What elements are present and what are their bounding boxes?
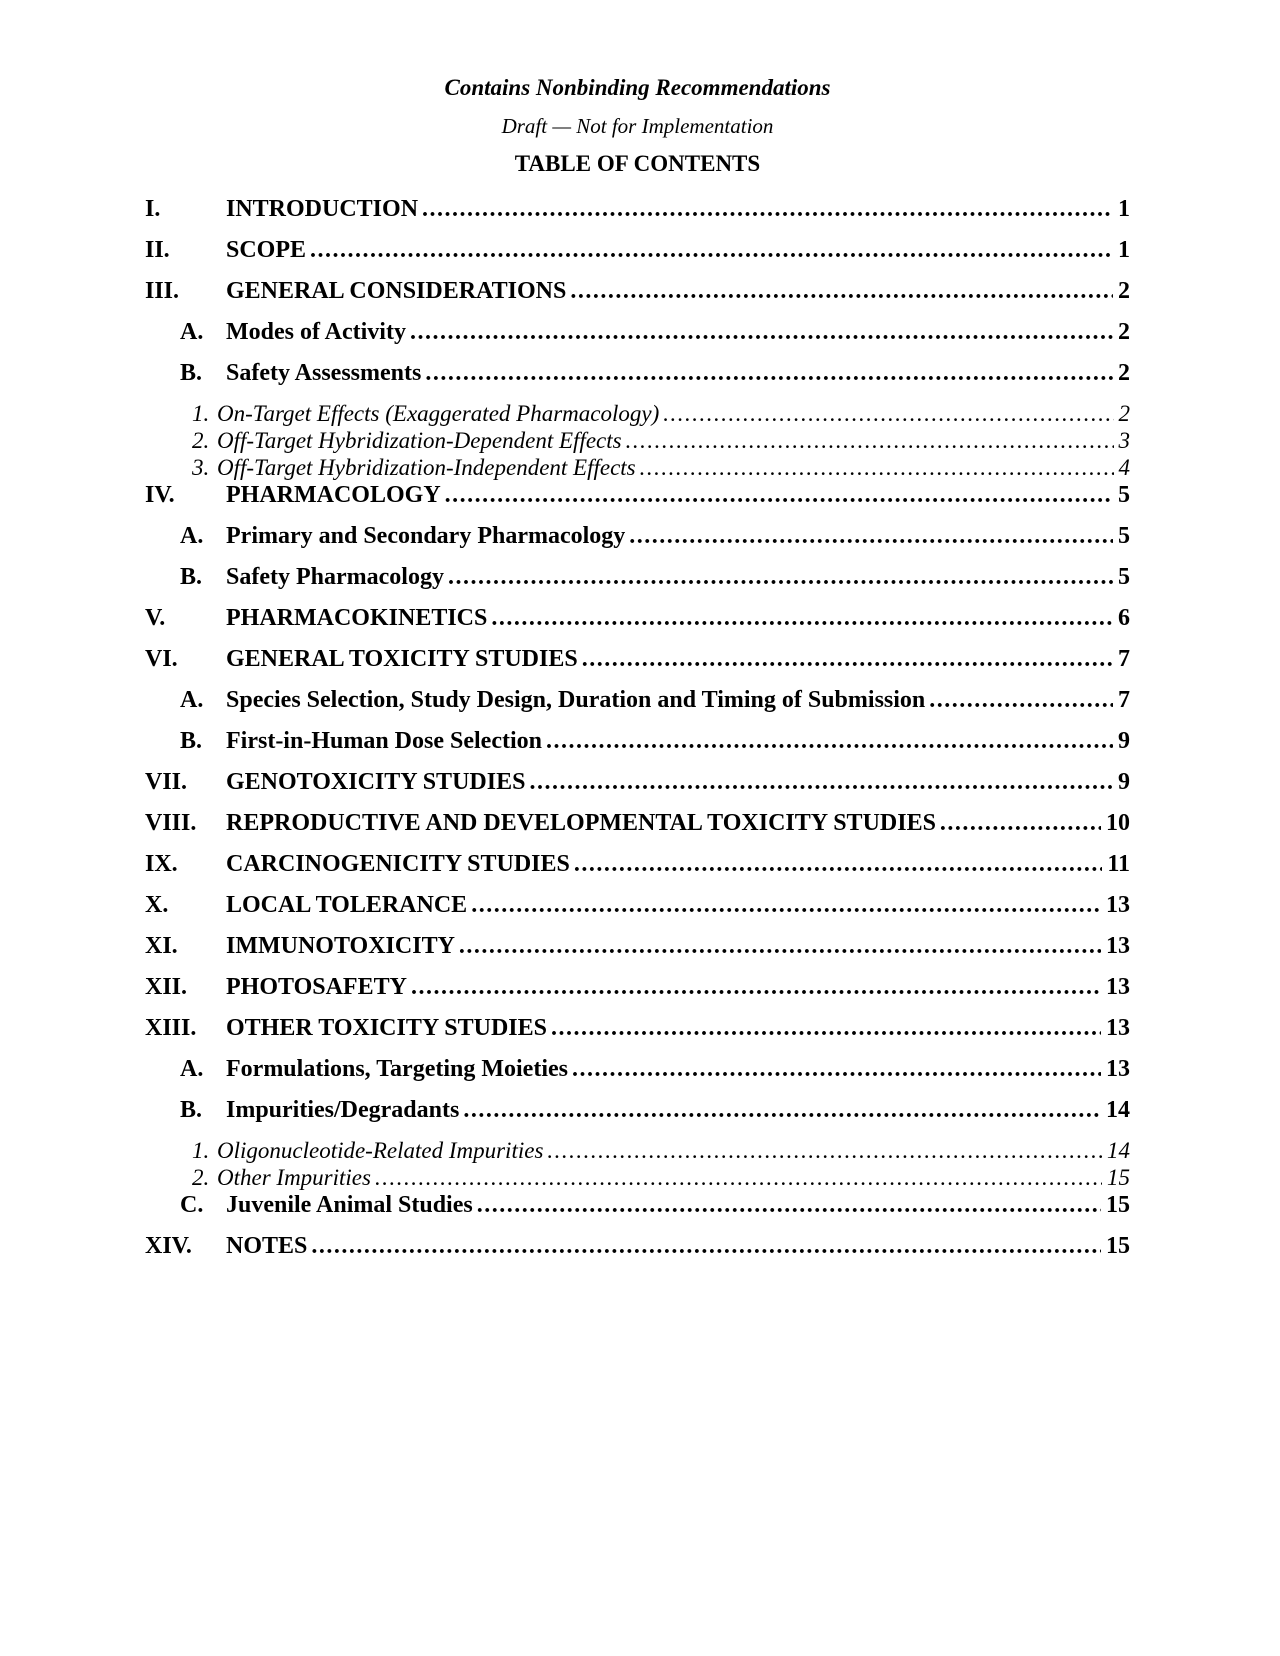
toc-entry[interactable] bbox=[145, 809, 1130, 838]
toc-entry-title: Formulations, Targeting Moieties bbox=[226, 1056, 568, 1082]
toc-entry[interactable] bbox=[145, 563, 1130, 592]
toc-entry[interactable] bbox=[145, 1191, 1130, 1220]
toc-page-number: 14 bbox=[1107, 1138, 1130, 1163]
toc-entry[interactable] bbox=[145, 932, 1130, 961]
toc-entry[interactable] bbox=[145, 1014, 1130, 1043]
toc-entry-label: A. bbox=[180, 523, 204, 549]
toc-entry-label: I. bbox=[145, 196, 161, 222]
toc-leader-dots bbox=[570, 850, 1102, 879]
toc-entry-label: A. bbox=[180, 687, 204, 713]
toc-page-number: 13 bbox=[1106, 892, 1130, 918]
toc-page-number: 2 bbox=[1118, 278, 1130, 304]
toc-page-number: 9 bbox=[1118, 769, 1130, 795]
toc-entry-label: 2. bbox=[192, 1165, 210, 1190]
toc-entry[interactable] bbox=[145, 1164, 1130, 1191]
toc-entry-title: Modes of Activity bbox=[226, 319, 406, 345]
toc-entry-label: 3. bbox=[192, 455, 210, 480]
toc-entry-label: VI. bbox=[145, 646, 178, 672]
toc-entry[interactable] bbox=[145, 1137, 1130, 1164]
toc-entry[interactable] bbox=[145, 277, 1130, 306]
toc-entry-label: A. bbox=[180, 1056, 204, 1082]
toc-entry-title: GENOTOXICITY STUDIES bbox=[226, 769, 526, 795]
toc-entry-title: LOCAL TOLERANCE bbox=[226, 892, 468, 918]
toc-entry-title: IMMUNOTOXICITY bbox=[226, 933, 455, 959]
toc-entry-title: PHARMACOLOGY bbox=[226, 482, 441, 508]
toc-entry-title: PHOTOSAFETY bbox=[226, 974, 407, 1000]
toc-entry-label: XIV. bbox=[145, 1233, 192, 1259]
toc-entry-label: B. bbox=[180, 1097, 203, 1123]
toc-page-number: 5 bbox=[1118, 523, 1130, 549]
toc-entry-label: V. bbox=[145, 605, 166, 631]
toc-leader-dots bbox=[547, 1014, 1101, 1043]
toc-entry-label: X. bbox=[145, 892, 169, 918]
toc-entry-title: Oligonucleotide-Related Impurities bbox=[217, 1138, 544, 1163]
toc-entry-title: Off-Target Hybridization-Independent Effects bbox=[217, 455, 636, 480]
toc-entry-label: A. bbox=[180, 319, 204, 345]
toc-leader-dots bbox=[625, 522, 1113, 551]
toc-entry[interactable] bbox=[145, 686, 1130, 715]
toc-entry-label: IV. bbox=[145, 482, 175, 508]
toc-page-number: 1 bbox=[1118, 196, 1130, 222]
toc-entry[interactable] bbox=[145, 400, 1130, 427]
toc-leader-dots bbox=[307, 1232, 1101, 1261]
toc-entry-title: Safety Pharmacology bbox=[226, 564, 444, 590]
toc-entry-label: B. bbox=[180, 564, 203, 590]
toc-page-number: 5 bbox=[1118, 482, 1130, 508]
table-of-contents-title: TABLE OF CONTENTS bbox=[514, 151, 761, 176]
toc-leader-dots bbox=[659, 400, 1113, 427]
toc-leader-dots bbox=[566, 277, 1113, 306]
toc-entry[interactable] bbox=[145, 1096, 1130, 1125]
toc-entry[interactable] bbox=[145, 195, 1130, 224]
toc-leader-dots bbox=[568, 1055, 1101, 1084]
toc-leader-dots bbox=[542, 727, 1113, 756]
toc-entry-title: On-Target Effects (Exaggerated Pharmacology) bbox=[217, 401, 660, 426]
toc-leader-dots bbox=[487, 604, 1113, 633]
toc-entry[interactable] bbox=[145, 1055, 1130, 1084]
toc-entry-label: II. bbox=[145, 237, 170, 263]
toc-page-number: 13 bbox=[1106, 933, 1130, 959]
toc-entry[interactable] bbox=[145, 604, 1130, 633]
toc-entry-label: XI. bbox=[145, 933, 178, 959]
toc-leader-dots bbox=[418, 195, 1113, 224]
toc-entry-title: Off-Target Hybridization-Dependent Effects bbox=[217, 428, 622, 453]
toc-entry-label: 1. bbox=[192, 401, 210, 426]
toc-page-number: 5 bbox=[1118, 564, 1130, 590]
toc-page-number: 15 bbox=[1107, 1165, 1130, 1190]
toc-leader-dots bbox=[578, 645, 1113, 674]
toc-entry[interactable] bbox=[145, 481, 1130, 510]
toc-entry[interactable] bbox=[145, 645, 1130, 674]
toc-entry[interactable] bbox=[145, 727, 1130, 756]
toc-entry-label: B. bbox=[180, 360, 203, 386]
toc-entry-title: GENERAL CONSIDERATIONS bbox=[226, 278, 567, 304]
toc-page-number: 13 bbox=[1106, 974, 1130, 1000]
toc-page-number: 4 bbox=[1118, 455, 1130, 480]
toc-page-number: 13 bbox=[1106, 1056, 1130, 1082]
toc-list bbox=[145, 195, 1130, 1261]
toc-entry-title: Juvenile Animal Studies bbox=[226, 1192, 473, 1218]
toc-page-number: 14 bbox=[1106, 1097, 1130, 1123]
toc-entry-label: B. bbox=[180, 728, 203, 754]
toc-entry-title: OTHER TOXICITY STUDIES bbox=[226, 1015, 547, 1041]
toc-leader-dots bbox=[406, 318, 1113, 347]
toc-leader-dots bbox=[467, 891, 1101, 920]
toc-entry-title: CARCINOGENICITY STUDIES bbox=[226, 851, 570, 877]
toc-entry-title: NOTES bbox=[226, 1233, 308, 1259]
toc-page-number: 2 bbox=[1118, 319, 1130, 345]
toc-entry-label: C. bbox=[180, 1192, 204, 1218]
nonbinding-recommendations-note: Contains Nonbinding Recommendations bbox=[444, 75, 831, 100]
toc-entry[interactable] bbox=[145, 891, 1130, 920]
toc-page-number: 2 bbox=[1118, 401, 1130, 426]
toc-entry[interactable] bbox=[145, 850, 1130, 879]
toc-entry-label: XII. bbox=[145, 974, 188, 1000]
toc-entry[interactable] bbox=[145, 768, 1130, 797]
toc-page-number: 6 bbox=[1118, 605, 1130, 631]
toc-leader-dots bbox=[525, 768, 1113, 797]
draft-not-for-implementation-note: Draft — Not for Implementation bbox=[501, 114, 774, 138]
toc-entry[interactable] bbox=[145, 454, 1130, 481]
toc-page-number: 1 bbox=[1118, 237, 1130, 263]
toc-entry-label: IX. bbox=[145, 851, 178, 877]
toc-page-number: 15 bbox=[1106, 1192, 1130, 1218]
toc-leader-dots bbox=[444, 563, 1113, 592]
document-header bbox=[145, 74, 1130, 178]
toc-leader-dots bbox=[407, 973, 1101, 1002]
toc-entry-title: SCOPE bbox=[226, 237, 307, 263]
toc-entry-label: XIII. bbox=[145, 1015, 197, 1041]
toc-leader-dots bbox=[421, 359, 1113, 388]
toc-leader-dots bbox=[636, 454, 1114, 481]
toc-entry-title: PHARMACOKINETICS bbox=[226, 605, 488, 631]
toc-leader-dots bbox=[459, 1096, 1101, 1125]
toc-leader-dots bbox=[925, 686, 1113, 715]
toc-entry-title: Primary and Secondary Pharmacology bbox=[226, 523, 626, 549]
toc-page-number: 3 bbox=[1118, 428, 1130, 453]
toc-entry-title: Species Selection, Study Design, Duration and Timing of Submission bbox=[226, 687, 926, 713]
toc-leader-dots bbox=[936, 809, 1101, 838]
toc-entry[interactable] bbox=[145, 1232, 1130, 1261]
toc-page-number: 2 bbox=[1118, 360, 1130, 386]
toc-leader-dots bbox=[622, 427, 1114, 454]
toc-entry-title: Other Impurities bbox=[217, 1165, 371, 1190]
toc-entry-title: Impurities/Degradants bbox=[226, 1097, 460, 1123]
toc-page-number: 11 bbox=[1107, 851, 1130, 877]
toc-entry[interactable] bbox=[145, 236, 1130, 265]
toc-entry-title: REPRODUCTIVE AND DEVELOPMENTAL TOXICITY STUDIES bbox=[226, 810, 936, 836]
toc-entry[interactable] bbox=[145, 522, 1130, 551]
toc-entry-label: III. bbox=[145, 278, 180, 304]
toc-leader-dots bbox=[306, 236, 1113, 265]
toc-page-number: 13 bbox=[1106, 1015, 1130, 1041]
toc-page-number: 9 bbox=[1118, 728, 1130, 754]
toc-entry[interactable] bbox=[145, 427, 1130, 454]
toc-leader-dots bbox=[371, 1164, 1102, 1191]
toc-leader-dots bbox=[441, 481, 1113, 510]
toc-entry[interactable] bbox=[145, 973, 1130, 1002]
toc-page-number: 10 bbox=[1106, 810, 1130, 836]
toc-leader-dots bbox=[455, 932, 1101, 961]
toc-entry-title: INTRODUCTION bbox=[226, 196, 419, 222]
toc-page-number: 7 bbox=[1118, 687, 1130, 713]
toc-entry-title: GENERAL TOXICITY STUDIES bbox=[226, 646, 578, 672]
toc-entry-label: 2. bbox=[192, 428, 210, 453]
toc-entry-label: VII. bbox=[145, 769, 188, 795]
toc-entry-label: VIII. bbox=[145, 810, 197, 836]
toc-page-number: 7 bbox=[1118, 646, 1130, 672]
toc-entry-title: First-in-Human Dose Selection bbox=[226, 728, 542, 754]
toc-entry-title: Safety Assessments bbox=[226, 360, 422, 386]
toc-leader-dots bbox=[543, 1137, 1102, 1164]
toc-entry[interactable] bbox=[145, 359, 1130, 388]
toc-entry-label: 1. bbox=[192, 1138, 210, 1163]
toc-leader-dots bbox=[473, 1191, 1101, 1220]
toc-entry[interactable] bbox=[145, 318, 1130, 347]
toc-page-number: 15 bbox=[1106, 1233, 1130, 1259]
